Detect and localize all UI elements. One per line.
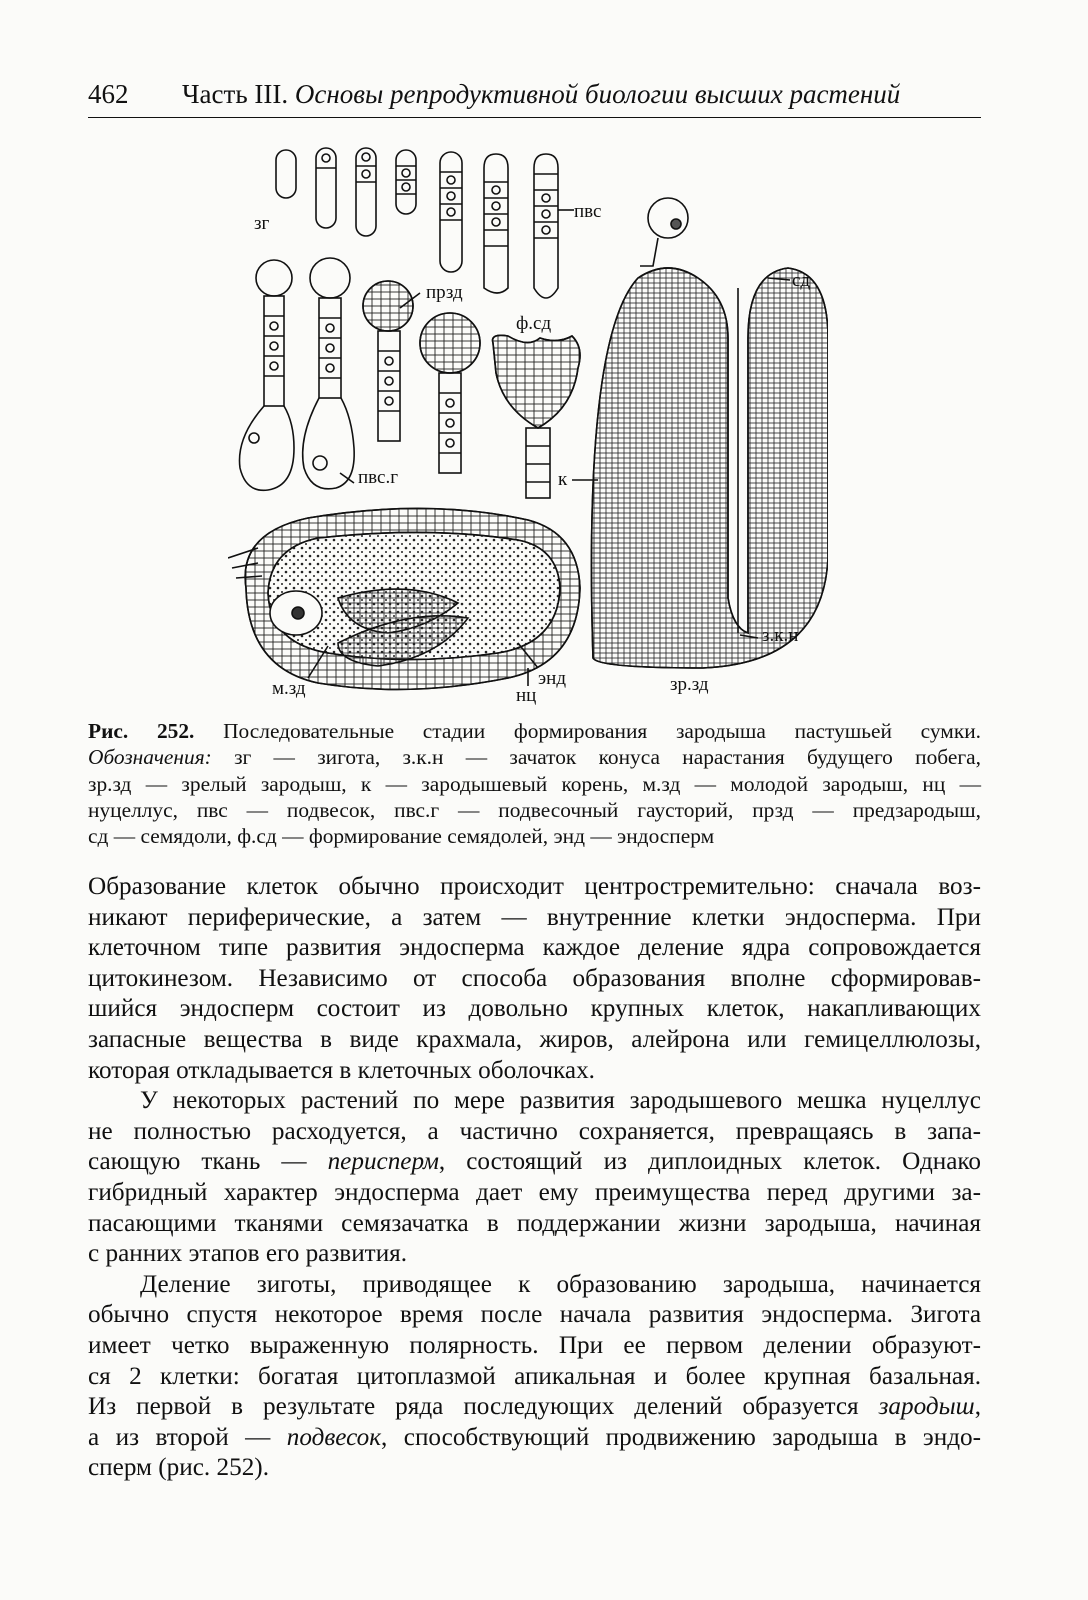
embryo-stages-illustration <box>228 138 828 713</box>
caption-line: сд — семядоли, ф.сд — формирование семядолей, энд — эндосперм <box>88 824 715 849</box>
caption-line: зр.зд — зрелый зародыш, к — зародышевый корень, м.зд — молодой зародыш, нц — <box>88 771 981 796</box>
label-nucellus: нц <box>516 685 537 706</box>
paragraph-3 <box>88 1270 981 1484</box>
term-suspensor: подвесок <box>286 1423 382 1451</box>
zygote-stage <box>276 150 296 198</box>
heart-preliminary-stage <box>420 313 480 473</box>
three-cell-stage <box>356 148 376 236</box>
label-cotyledon-formation: ф.сд <box>516 313 552 334</box>
figure-caption <box>88 718 981 849</box>
running-head <box>88 78 981 110</box>
text-line: гибридный характер эндосперма дает ему преимущества перед другими за- <box>88 1178 981 1206</box>
proembryo-stage-a <box>240 260 295 490</box>
label-mature-embryo: зр.зд <box>670 674 709 695</box>
label-root: к <box>558 469 568 490</box>
label-suspensor: пвс <box>574 201 602 222</box>
part-label: Часть III. <box>182 79 289 109</box>
suspensor-stage <box>534 154 574 298</box>
page-number: 462 <box>88 79 129 109</box>
label-cotyledons: сд <box>792 270 811 291</box>
label-endosperm: энд <box>538 668 566 689</box>
term-embryo: зародыш <box>878 1393 975 1421</box>
text-line: шийся эндосперм состоит из довольно крупных клеток, накапливающих <box>88 995 981 1023</box>
two-cell-stage <box>316 148 336 228</box>
text-line: сперм (рис. 252). <box>88 1454 269 1482</box>
text-line: обычно спустя некоторое время после начала развития эндосперма. Зигота <box>88 1301 981 1329</box>
caption-figure-number: Рис. 252. <box>88 719 195 743</box>
caption-legend-label: Обозначения: <box>88 745 212 770</box>
text-line: клеточном типе развития эндосперма каждое деление ядра сопровождается <box>88 934 981 962</box>
label-suspensor-haustorium: пвс.г <box>358 467 399 488</box>
text-line: не полностью расходуется, а частично сохраняется, превращаясь в запа- <box>88 1117 981 1145</box>
label-proembryo: прзд <box>426 282 463 303</box>
caption-line: нуцеллус, пвс — подвесок, пвс.г — подвесочный гаусторий, прзд — предзародыш, <box>88 797 981 822</box>
caption-line: Рис. 252. Последовательные стадии формирования зародыша пастушьей сумки. <box>88 719 982 743</box>
header-rule <box>88 117 981 118</box>
text-line: Образование клеток обычно происходит центростремительно: сначала воз- <box>88 873 981 900</box>
label-zygote: зг <box>254 213 270 234</box>
text-line: Из первой в результате ряда последующих делений образуется зародыш, <box>88 1393 981 1421</box>
text-line: а из второй — подвесок, способствующий продвижению зародыша в эндо- <box>88 1423 981 1451</box>
term-perisperm: перисперм <box>327 1148 439 1176</box>
text-line: с ранних этапов его развития. <box>88 1240 408 1268</box>
multicell-stage-b <box>484 154 508 293</box>
text-line: запасные вещества в виде крахмала, жиров, алейрона или гемицеллюлозы, <box>88 1025 981 1053</box>
caption-line: Обозначения: зг — зигота, з.к.н — зачаток конуса нарастания будущего побега, <box>88 745 981 770</box>
text-line: цитокинезом. Независимо от способа образования вполне сформировав- <box>88 964 981 992</box>
text-line: сающую ткань — перисперм, состоящий из диплоидных клеток. Однако <box>88 1148 981 1176</box>
text-line: ся 2 клетки: богатая цитоплазмой апикальная и более крупная базальная. <box>88 1362 981 1390</box>
text-line: Деление зиготы, приводящее к образованию зародыша, начинается <box>140 1270 981 1298</box>
paragraph-2 <box>88 1086 981 1270</box>
four-cell-stage <box>396 150 416 214</box>
label-young-embryo: м.зд <box>272 678 306 699</box>
text-line: пасающими тканями семязачатка в поддержании жизни зародыша, начиная <box>88 1209 981 1237</box>
text-line: никают периферические, а затем — внутренние клетки эндосперма. При <box>88 903 981 931</box>
text-line: которая откладывается в клеточных оболочках. <box>88 1056 595 1084</box>
text-line: У некоторых растений по мере развития зародышевого мешка нуцеллус <box>140 1087 981 1115</box>
proembryo-stage-b <box>303 258 355 489</box>
multicell-stage-a <box>440 152 462 272</box>
paragraph-1 <box>88 872 981 1086</box>
label-shoot-apex: з.к.н <box>762 625 799 646</box>
seed-section-young-embryo <box>228 508 580 689</box>
globular-stage <box>363 281 420 441</box>
text-line: имеет четко выраженную полярность. При ее первом делении образуют- <box>88 1331 981 1359</box>
part-title: Основы репродуктивной биологии высших растений <box>294 79 901 109</box>
figure-252 <box>228 138 828 713</box>
mature-embryo <box>572 198 828 668</box>
body-text <box>88 872 981 1484</box>
